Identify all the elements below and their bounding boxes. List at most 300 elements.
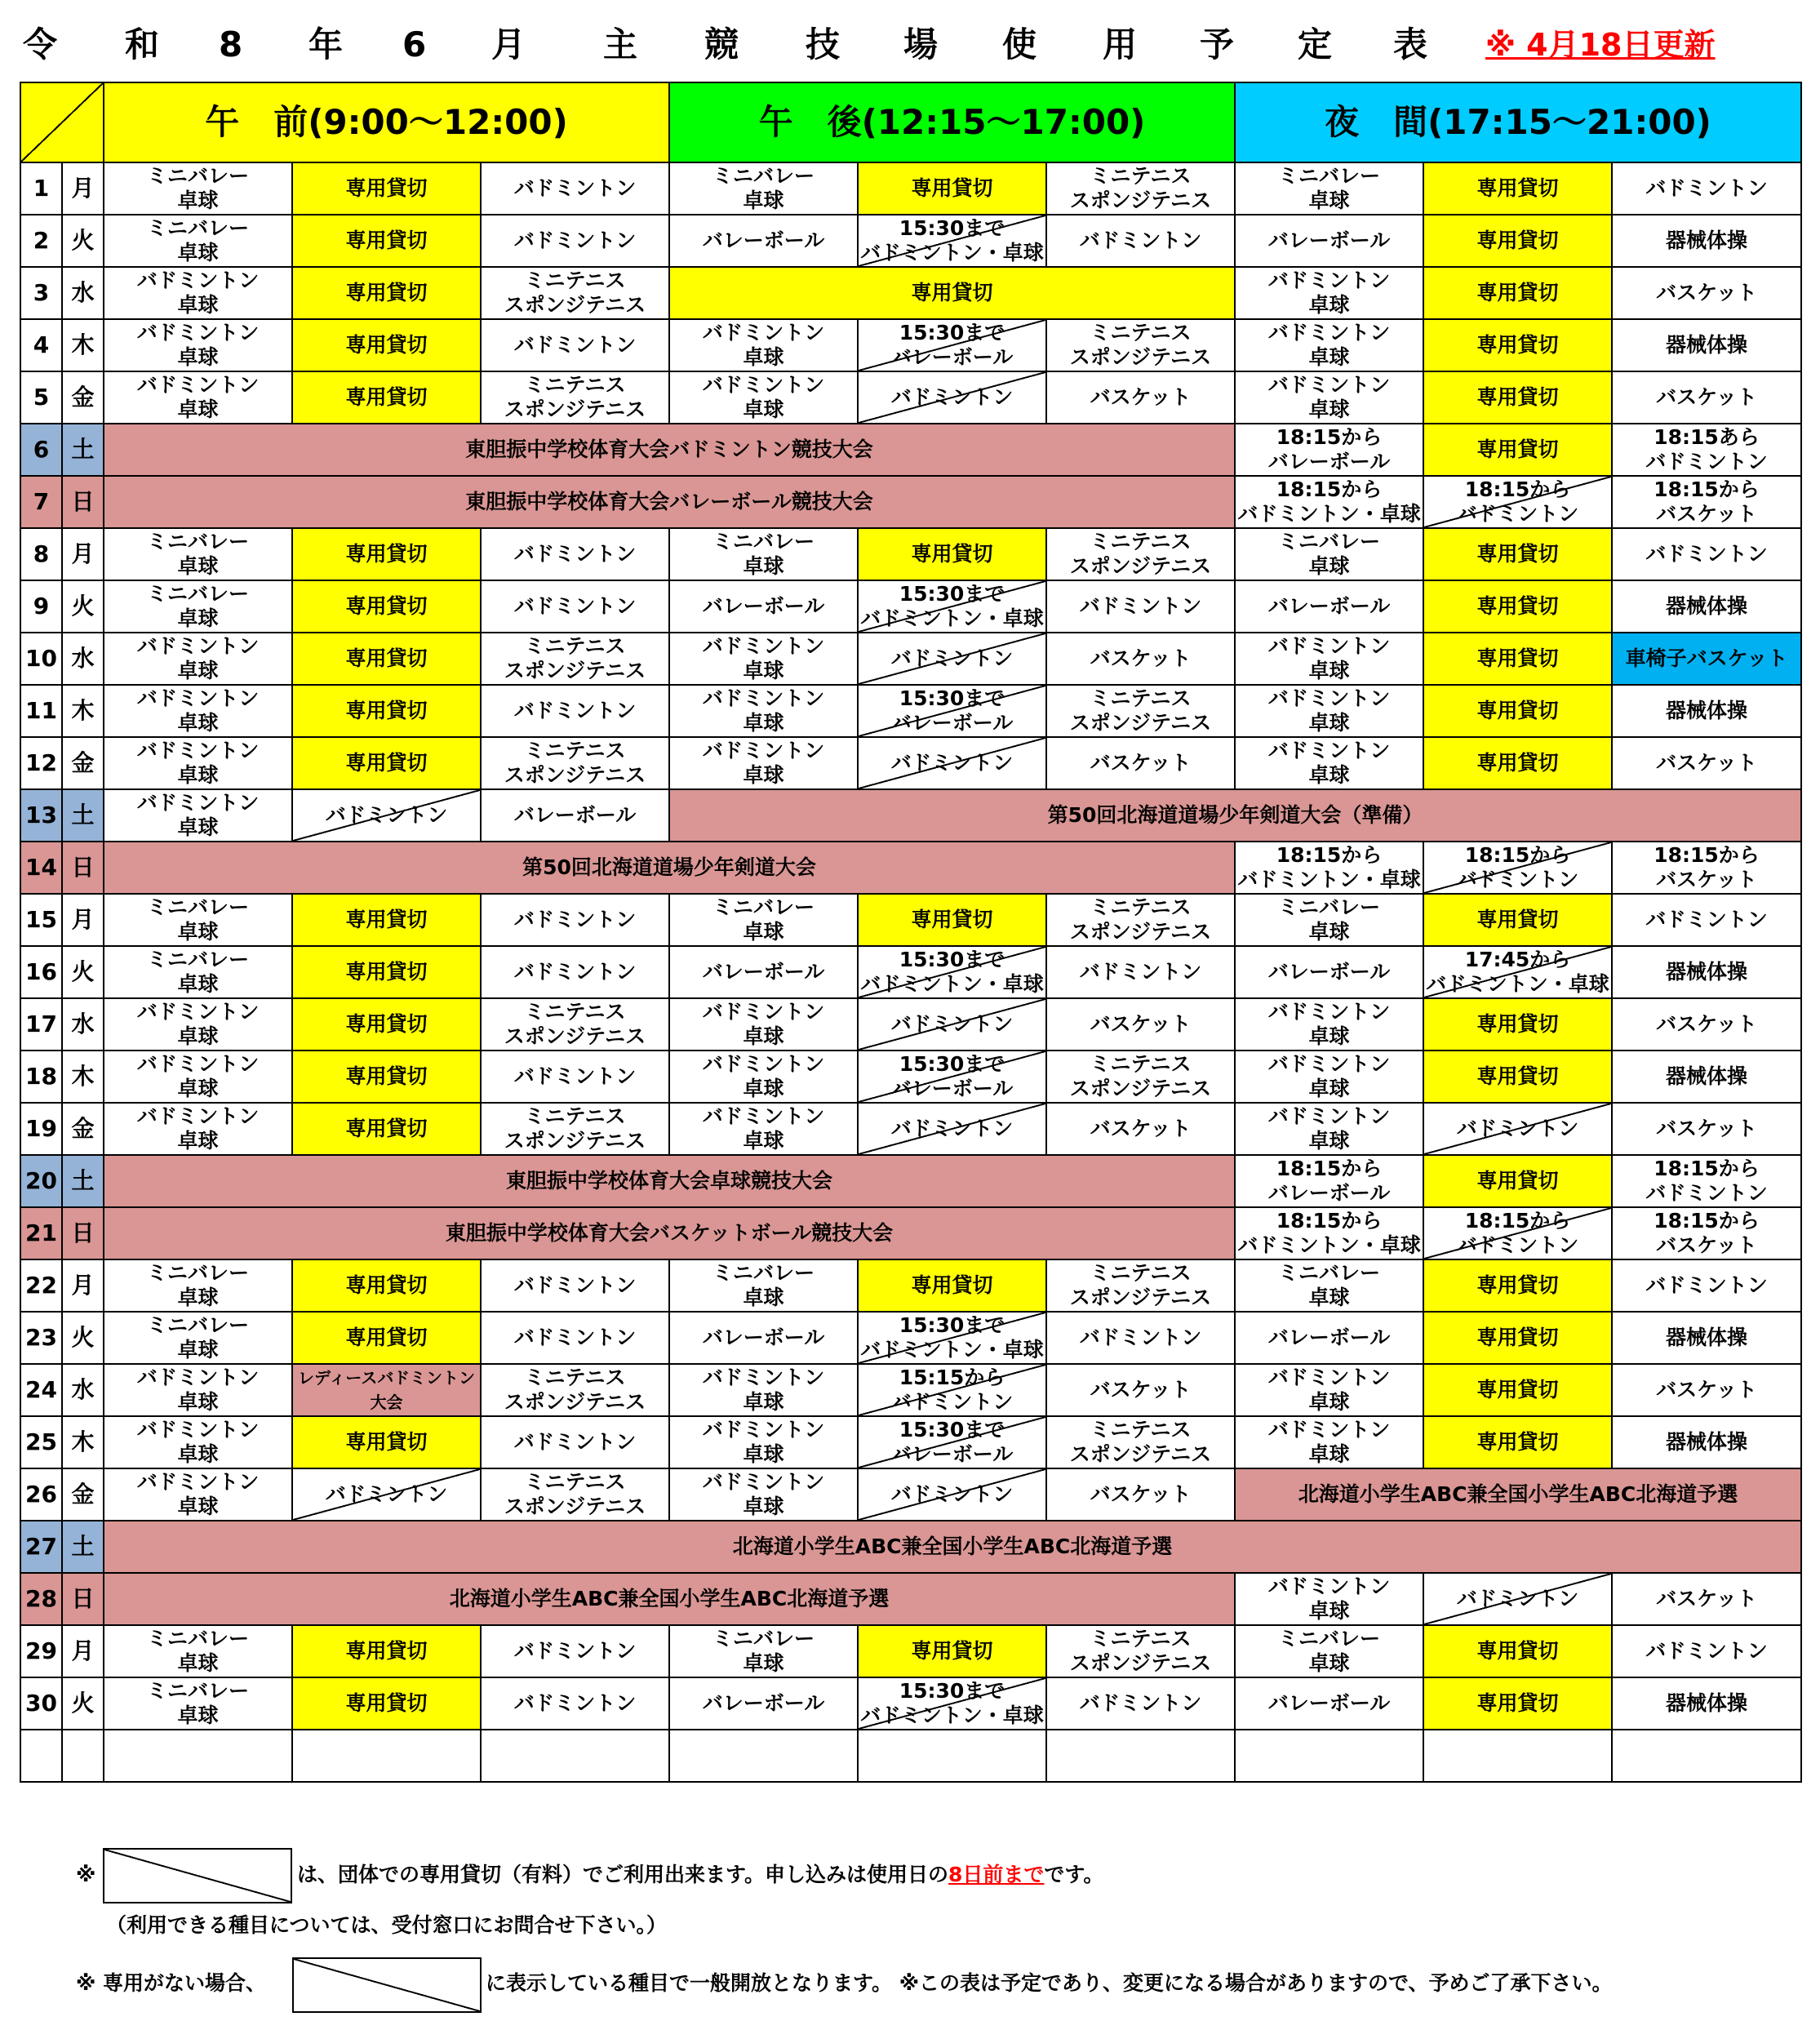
day-number: 30 — [20, 1677, 62, 1730]
slot-cell: バドミントン 卓球 — [104, 267, 292, 319]
slot-cell: バドミントン — [1612, 162, 1801, 215]
slot-cell: バレーボール — [669, 1312, 858, 1364]
footer-slash-box-1 — [103, 1848, 292, 1903]
slot-cell: バレーボール — [1235, 1312, 1423, 1364]
day-row — [20, 162, 1801, 215]
slot-cell: バレーボール — [481, 789, 669, 842]
slot-cell: バスケット — [1612, 998, 1801, 1051]
blank-cell — [1235, 1730, 1423, 1782]
slot-cell: バレーボール — [669, 215, 858, 267]
reserved-cell: 専用貸切 — [292, 1416, 481, 1468]
slot-cell: バドミントン — [858, 737, 1046, 789]
title-char: 技 — [806, 24, 841, 64]
slot-cell: バスケット — [1046, 1103, 1235, 1155]
slot-cell: バドミントン 卓球 — [669, 371, 858, 424]
slot-cell: バレーボール — [1235, 580, 1423, 633]
slot-cell: ミニテニス スポンジテニス — [1046, 1416, 1235, 1468]
slot-cell: 器械体操 — [1612, 580, 1801, 633]
reserved-cell: 専用貸切 — [1423, 267, 1612, 319]
slot-cell: ミニバレー 卓球 — [104, 162, 292, 215]
slot-cell: ミニテニス スポンジテニス — [1046, 528, 1235, 580]
event-cell: 北海道小学生ABC兼全国小学生ABC北海道予選 — [1235, 1468, 1801, 1521]
reserved-cell: 専用貸切 — [292, 528, 481, 580]
event-cell: 東胆振中学校体育大会バスケットボール競技大会 — [104, 1207, 1235, 1259]
title-char: 月 — [491, 24, 526, 64]
weekday: 土 — [62, 1155, 104, 1207]
reserved-cell: 専用貸切 — [1423, 1051, 1612, 1103]
day-number: 14 — [20, 842, 62, 894]
slot-cell: バドミントン — [1046, 1312, 1235, 1364]
slot-cell: 18:15から バドミントン — [1423, 476, 1612, 528]
slot-cell: ミニテニス スポンジテニス — [481, 371, 669, 424]
title-char: 競 — [704, 24, 739, 64]
day-row — [20, 580, 1801, 633]
slot-cell: ミニテニス スポンジテニス — [481, 1468, 669, 1521]
title-char: 年 — [309, 24, 344, 64]
slot-cell: バドミントン — [1046, 580, 1235, 633]
slot-cell: ミニバレー 卓球 — [104, 894, 292, 946]
slot-cell: ミニテニス スポンジテニス — [481, 267, 669, 319]
footer-line-1 — [297, 1861, 1103, 1889]
slot-cell: バスケット — [1612, 267, 1801, 319]
title-char: 8 — [219, 24, 243, 64]
title-char: 場 — [903, 24, 939, 64]
slot-cell: バドミントン — [481, 528, 669, 580]
slot-cell: バドミントン 卓球 — [104, 685, 292, 737]
slot-cell: バドミントン — [1046, 946, 1235, 998]
slot-cell: 器械体操 — [1612, 685, 1801, 737]
day-number: 4 — [20, 319, 62, 371]
reserved-cell: 専用貸切 — [858, 894, 1046, 946]
footer-deadline: 8日前まで — [948, 1863, 1045, 1886]
slot-cell: バスケット — [1612, 1573, 1801, 1625]
day-row — [20, 737, 1801, 789]
day-number: 6 — [20, 424, 62, 476]
footer-line-3b: に表示している種目で一般開放となります。 ※この表は予定であり、変更になる場合がありますので、予めご了承下さい。 — [486, 1971, 1613, 1995]
footer-notes — [0, 1837, 1820, 2030]
slot-cell: ミニバレー 卓球 — [104, 215, 292, 267]
day-number: 7 — [20, 476, 62, 528]
reserved-cell: 専用貸切 — [292, 1312, 481, 1364]
slot-cell: バスケット — [1046, 737, 1235, 789]
weekday: 土 — [62, 789, 104, 842]
slot-cell: ミニテニス スポンジテニス — [481, 633, 669, 685]
weekday: 水 — [62, 998, 104, 1051]
slot-cell: バドミントン 卓球 — [1235, 633, 1423, 685]
title-char: 令 — [23, 24, 58, 64]
slot-cell: バドミントン 卓球 — [669, 1103, 858, 1155]
slot-cell: バレーボール — [669, 1677, 858, 1730]
day-row — [20, 998, 1801, 1051]
reserved-cell: 専用貸切 — [292, 1259, 481, 1312]
event-cell: 東胆振中学校体育大会卓球競技大会 — [104, 1155, 1235, 1207]
event-cell: レディースバドミントン大会 — [292, 1364, 481, 1416]
slot-cell: バドミントン 卓球 — [104, 1051, 292, 1103]
day-row — [20, 528, 1801, 580]
title-char: 使 — [1002, 24, 1037, 64]
blank-cell — [292, 1730, 481, 1782]
weekday: 日 — [62, 842, 104, 894]
reserved-cell: 専用貸切 — [858, 1259, 1046, 1312]
weekday: 木 — [62, 1416, 104, 1468]
slot-cell: バドミントン 卓球 — [669, 737, 858, 789]
slot-cell: 器械体操 — [1612, 1677, 1801, 1730]
slot-cell: バドミントン 卓球 — [104, 1364, 292, 1416]
event-cell: 第50回北海道道場少年剣道大会 — [104, 842, 1235, 894]
slot-cell: バドミントン 卓球 — [1235, 1416, 1423, 1468]
reserved-cell: 専用貸切 — [858, 528, 1046, 580]
slot-cell: 17:45から バドミントン・卓球 — [1423, 946, 1612, 998]
slot-cell: 15:30まで バレーボール — [858, 685, 1046, 737]
day-row — [20, 1521, 1801, 1573]
day-row — [20, 685, 1801, 737]
blank-cell — [1612, 1730, 1801, 1782]
day-row — [20, 1364, 1801, 1416]
day-number: 10 — [20, 633, 62, 685]
day-row — [20, 1259, 1801, 1312]
day-number: 13 — [20, 789, 62, 842]
slot-cell: 18:15から バドミントン・卓球 — [1235, 476, 1423, 528]
reserved-cell: 専用貸切 — [1423, 1155, 1612, 1207]
slot-cell: バドミントン — [292, 789, 481, 842]
reserved-cell: 専用貸切 — [1423, 1416, 1612, 1468]
day-number: 20 — [20, 1155, 62, 1207]
slot-cell: 15:30まで バドミントン・卓球 — [858, 1677, 1046, 1730]
slot-cell: バドミントン 卓球 — [1235, 1573, 1423, 1625]
weekday: 月 — [62, 1625, 104, 1677]
day-row — [20, 1207, 1801, 1259]
slot-cell: 車椅子バスケット — [1612, 633, 1801, 685]
slot-cell: ミニバレー 卓球 — [669, 162, 858, 215]
reserved-cell: 専用貸切 — [1423, 737, 1612, 789]
weekday: 土 — [62, 424, 104, 476]
slot-cell: バドミントン 卓球 — [104, 789, 292, 842]
slot-cell: ミニテニス スポンジテニス — [1046, 685, 1235, 737]
day-number: 24 — [20, 1364, 62, 1416]
day-number: 28 — [20, 1573, 62, 1625]
reserved-cell: 専用貸切 — [292, 1677, 481, 1730]
blank-cell — [481, 1730, 669, 1782]
slot-cell: ミニバレー 卓球 — [1235, 1625, 1423, 1677]
slot-cell: バスケット — [1046, 371, 1235, 424]
slot-cell: ミニバレー 卓球 — [669, 528, 858, 580]
day-row — [20, 319, 1801, 371]
slot-cell: バドミントン 卓球 — [669, 1051, 858, 1103]
slot-cell: バドミントン — [481, 1312, 669, 1364]
reserved-cell: 専用貸切 — [292, 737, 481, 789]
slot-cell: バドミントン 卓球 — [1235, 319, 1423, 371]
slot-cell: バドミントン 卓球 — [104, 371, 292, 424]
slot-cell: バドミントン — [1612, 1625, 1801, 1677]
slot-cell: 器械体操 — [1612, 215, 1801, 267]
reserved-cell: 専用貸切 — [1423, 215, 1612, 267]
day-number: 18 — [20, 1051, 62, 1103]
title-char: 表 — [1393, 24, 1428, 64]
reserved-cell: 専用貸切 — [1423, 580, 1612, 633]
slot-cell: 18:15から バスケット — [1612, 842, 1801, 894]
slot-cell: ミニバレー 卓球 — [1235, 162, 1423, 215]
slot-cell: バスケット — [1046, 633, 1235, 685]
blank-row — [20, 1730, 1801, 1782]
reserved-cell: 専用貸切 — [1423, 424, 1612, 476]
slot-cell: バドミントン — [1612, 528, 1801, 580]
day-number: 26 — [20, 1468, 62, 1521]
slot-cell: バドミントン 卓球 — [104, 633, 292, 685]
weekday: 火 — [62, 580, 104, 633]
weekday: 金 — [62, 1103, 104, 1155]
reserved-cell: 専用貸切 — [858, 162, 1046, 215]
slot-cell: 15:30まで バドミントン・卓球 — [858, 215, 1046, 267]
reserved-cell: 専用貸切 — [1423, 371, 1612, 424]
slot-cell: バドミントン — [858, 1468, 1046, 1521]
blank-cell — [1046, 1730, 1235, 1782]
reserved-cell: 専用貸切 — [1423, 528, 1612, 580]
day-number: 11 — [20, 685, 62, 737]
slot-cell: 15:30まで バドミントン・卓球 — [858, 580, 1046, 633]
slot-cell: バドミントン 卓球 — [104, 1103, 292, 1155]
event-cell: 東胆振中学校体育大会バドミントン競技大会 — [104, 424, 1235, 476]
slot-cell: バドミントン 卓球 — [1235, 371, 1423, 424]
weekday: 金 — [62, 737, 104, 789]
weekday: 水 — [62, 1364, 104, 1416]
slot-cell: ミニバレー 卓球 — [1235, 528, 1423, 580]
reserved-cell: 専用貸切 — [292, 894, 481, 946]
slot-cell: ミニバレー 卓球 — [1235, 894, 1423, 946]
slot-cell: ミニバレー 卓球 — [104, 1625, 292, 1677]
slot-cell: バドミントン 卓球 — [104, 737, 292, 789]
event-cell: 北海道小学生ABC兼全国小学生ABC北海道予選 — [104, 1573, 1235, 1625]
reserved-cell: 専用貸切 — [1423, 685, 1612, 737]
weekday: 火 — [62, 946, 104, 998]
slot-cell: バドミントン 卓球 — [104, 998, 292, 1051]
reserved-cell: 専用貸切 — [292, 633, 481, 685]
slot-cell: バドミントン 卓球 — [669, 1364, 858, 1416]
day-row — [20, 1677, 1801, 1730]
slot-cell: ミニバレー 卓球 — [104, 528, 292, 580]
slot-cell: ミニバレー 卓球 — [104, 1259, 292, 1312]
slot-cell: ミニテニス スポンジテニス — [1046, 162, 1235, 215]
header-pm: 午 後(12:15～17:00) — [669, 82, 1235, 162]
footer-line-1a: は、団体での専用貸切（有料）でご利用出来ます。申し込みは使用日の — [297, 1863, 949, 1886]
slot-cell: ミニバレー 卓球 — [104, 1677, 292, 1730]
slot-cell: バドミントン — [1612, 894, 1801, 946]
slot-cell: バドミントン 卓球 — [669, 319, 858, 371]
day-number: 2 — [20, 215, 62, 267]
slot-cell: バドミントン 卓球 — [669, 998, 858, 1051]
day-number: 19 — [20, 1103, 62, 1155]
reserved-cell: 専用貸切 — [292, 685, 481, 737]
slot-cell: バドミントン 卓球 — [669, 1468, 858, 1521]
slot-cell: 18:15から バドミントン — [1612, 1155, 1801, 1207]
update-note: ※ 4月18日更新 — [1485, 27, 1716, 63]
slot-cell: ミニテニス スポンジテニス — [1046, 894, 1235, 946]
reserved-cell: 専用貸切 — [292, 267, 481, 319]
day-number: 1 — [20, 162, 62, 215]
weekday: 月 — [62, 528, 104, 580]
weekday: 火 — [62, 1312, 104, 1364]
slot-cell: バドミントン — [858, 1103, 1046, 1155]
slot-cell: バドミントン — [1423, 1573, 1612, 1625]
slot-cell: バドミントン — [1612, 1259, 1801, 1312]
reserved-cell: 専用貸切 — [1423, 633, 1612, 685]
weekday: 金 — [62, 371, 104, 424]
slot-cell: 15:15から バドミントン — [858, 1364, 1046, 1416]
slot-cell: 15:30まで バレーボール — [858, 1416, 1046, 1468]
day-number: 27 — [20, 1521, 62, 1573]
slot-cell: バドミントン — [481, 1051, 669, 1103]
day-number: 29 — [20, 1625, 62, 1677]
slot-cell: バレーボール — [669, 946, 858, 998]
reserved-cell: 専用貸切 — [1423, 894, 1612, 946]
slot-cell: バドミントン 卓球 — [104, 1468, 292, 1521]
slot-cell: バドミントン — [481, 1259, 669, 1312]
slot-cell: ミニバレー 卓球 — [104, 1312, 292, 1364]
day-number: 25 — [20, 1416, 62, 1468]
weekday: 土 — [62, 1521, 104, 1573]
weekday: 火 — [62, 215, 104, 267]
slot-cell: 器械体操 — [1612, 1051, 1801, 1103]
day-row — [20, 1573, 1801, 1625]
reserved-cell: 専用貸切 — [1423, 1625, 1612, 1677]
reserved-cell: 専用貸切 — [292, 1051, 481, 1103]
slot-cell: バドミントン — [481, 215, 669, 267]
weekday: 木 — [62, 1051, 104, 1103]
header-am: 午 前(9:00～12:00) — [104, 82, 669, 162]
weekday: 木 — [62, 319, 104, 371]
slot-cell: 18:15から バレーボール — [1235, 424, 1423, 476]
slot-cell: ミニテニス スポンジテニス — [481, 1103, 669, 1155]
day-number: 22 — [20, 1259, 62, 1312]
day-number: 23 — [20, 1312, 62, 1364]
day-number: 8 — [20, 528, 62, 580]
slot-cell: ミニバレー 卓球 — [669, 1259, 858, 1312]
slot-cell: バスケット — [1612, 1364, 1801, 1416]
event-cell: 北海道小学生ABC兼全国小学生ABC北海道予選 — [104, 1521, 1801, 1573]
slot-cell: 18:15から バドミントン — [1423, 842, 1612, 894]
slot-cell: バドミントン — [481, 162, 669, 215]
slot-cell: ミニテニス スポンジテニス — [481, 1364, 669, 1416]
day-row — [20, 1155, 1801, 1207]
reserved-cell: 専用貸切 — [858, 1625, 1046, 1677]
weekday: 日 — [62, 1207, 104, 1259]
slot-cell: ミニテニス スポンジテニス — [1046, 1051, 1235, 1103]
slot-cell: バドミントン 卓球 — [104, 319, 292, 371]
day-number: 5 — [20, 371, 62, 424]
reserved-cell: 専用貸切 — [1423, 1259, 1612, 1312]
slot-cell: バドミントン 卓球 — [669, 685, 858, 737]
slot-cell: バスケット — [1046, 1468, 1235, 1521]
reserved-cell: 専用貸切 — [292, 1103, 481, 1155]
reserved-cell: 専用貸切 — [292, 998, 481, 1051]
day-row — [20, 842, 1801, 894]
weekday: 水 — [62, 633, 104, 685]
reserved-cell: 専用貸切 — [292, 371, 481, 424]
slot-cell: バスケット — [1046, 1364, 1235, 1416]
slot-cell: バドミントン 卓球 — [1235, 267, 1423, 319]
slot-cell: 18:15から バレーボール — [1235, 1155, 1423, 1207]
slot-cell: バレーボール — [1235, 1677, 1423, 1730]
slot-cell: 器械体操 — [1612, 1416, 1801, 1468]
slot-cell: バドミントン — [292, 1468, 481, 1521]
day-row — [20, 476, 1801, 528]
slot-cell: 18:15から バスケット — [1612, 476, 1801, 528]
blank-cell — [104, 1730, 292, 1782]
event-cell: 東胆振中学校体育大会バレーボール競技大会 — [104, 476, 1235, 528]
day-row — [20, 789, 1801, 842]
slot-cell: バドミントン — [481, 946, 669, 998]
slot-cell: 器械体操 — [1612, 1312, 1801, 1364]
slot-cell: 18:15から バドミントン — [1423, 1207, 1612, 1259]
slot-cell: ミニバレー 卓球 — [669, 894, 858, 946]
day-number: 12 — [20, 737, 62, 789]
slot-cell: バドミントン — [481, 1625, 669, 1677]
blank-cell — [858, 1730, 1046, 1782]
day-row — [20, 1312, 1801, 1364]
reserved-cell: 専用貸切 — [1423, 1312, 1612, 1364]
reserved-cell: 専用貸切 — [669, 267, 1235, 319]
day-row — [20, 424, 1801, 476]
slot-cell: ミニバレー 卓球 — [669, 1625, 858, 1677]
day-row — [20, 215, 1801, 267]
slot-cell: バレーボール — [1235, 946, 1423, 998]
slot-cell: バドミントン — [858, 633, 1046, 685]
slot-cell: 15:30まで バドミントン・卓球 — [858, 1312, 1046, 1364]
slot-cell: ミニテニス スポンジテニス — [1046, 1625, 1235, 1677]
day-row — [20, 946, 1801, 998]
slot-cell: バスケット — [1612, 737, 1801, 789]
slot-cell: ミニテニス スポンジテニス — [1046, 1259, 1235, 1312]
footer-mark: ※ — [76, 1863, 96, 1886]
slot-cell: バドミントン — [1423, 1103, 1612, 1155]
slot-cell: バドミントン 卓球 — [1235, 737, 1423, 789]
day-row — [20, 371, 1801, 424]
day-number: 16 — [20, 946, 62, 998]
title-char: 6 — [402, 24, 427, 64]
footer-slash-box-2 — [292, 1957, 482, 2013]
slot-cell: 15:30まで バドミントン・卓球 — [858, 946, 1046, 998]
reserved-cell: 専用貸切 — [292, 215, 481, 267]
day-row — [20, 894, 1801, 946]
slot-cell: バドミントン 卓球 — [1235, 1051, 1423, 1103]
slot-cell: バドミントン — [481, 319, 669, 371]
slot-cell: バドミントン 卓球 — [669, 1416, 858, 1468]
slot-cell: 器械体操 — [1612, 946, 1801, 998]
slot-cell: バドミントン 卓球 — [1235, 685, 1423, 737]
slot-cell: 18:15から バスケット — [1612, 1207, 1801, 1259]
day-row — [20, 267, 1801, 319]
slot-cell: 18:15から バドミントン・卓球 — [1235, 1207, 1423, 1259]
title-char: 用 — [1103, 24, 1138, 64]
reserved-cell: 専用貸切 — [292, 946, 481, 998]
weekday: 火 — [62, 1677, 104, 1730]
slot-cell: 18:15から バドミントン・卓球 — [1235, 842, 1423, 894]
day-row — [20, 1468, 1801, 1521]
slot-cell: 18:15あら バドミントン — [1612, 424, 1801, 476]
reserved-cell: 専用貸切 — [1423, 998, 1612, 1051]
slot-cell: ミニテニス スポンジテニス — [481, 737, 669, 789]
blank-cell — [1423, 1730, 1612, 1782]
slot-cell: ミニバレー 卓球 — [104, 580, 292, 633]
schedule-body — [20, 162, 1801, 1782]
header-evening: 夜 間(17:15～21:00) — [1235, 82, 1801, 162]
weekday: 水 — [62, 267, 104, 319]
slot-cell: バレーボール — [669, 580, 858, 633]
slot-cell: 器械体操 — [1612, 319, 1801, 371]
slot-cell: ミニバレー 卓球 — [104, 946, 292, 998]
slot-cell: バドミントン — [481, 894, 669, 946]
slot-cell: ミニテニス スポンジテニス — [1046, 319, 1235, 371]
slot-cell: ミニテニス スポンジテニス — [481, 998, 669, 1051]
